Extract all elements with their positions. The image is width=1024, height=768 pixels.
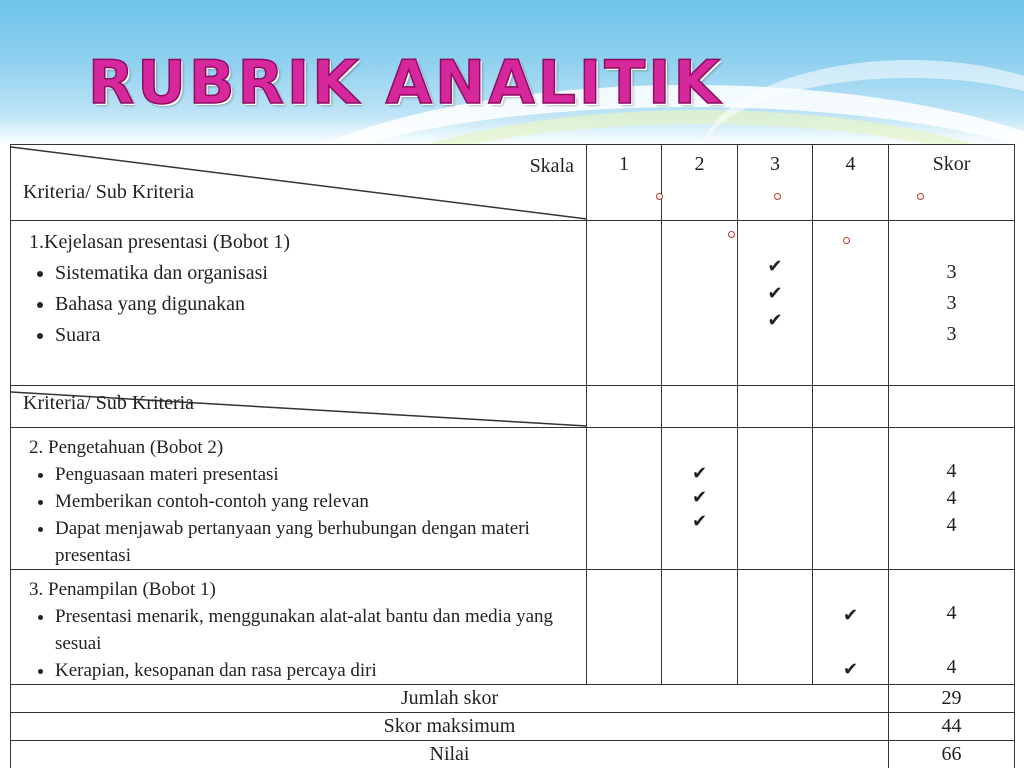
score-value: 4	[946, 656, 957, 678]
scale-header-1: 1	[587, 145, 662, 221]
sub-criteria-list	[29, 258, 576, 351]
score-value: 4	[946, 602, 957, 624]
scale-cell-1	[587, 221, 662, 386]
sub-criteria-item: • Bahasa yang digunakan	[55, 289, 576, 320]
sub-criteria-item: • Suara	[55, 320, 576, 351]
skala-label: Skala	[529, 155, 574, 177]
score-value: 4	[946, 514, 957, 536]
kriteria-label: Kriteria/ Sub Kriteria	[23, 392, 195, 414]
scale-header-2-label: 2	[694, 153, 705, 175]
score-cell-3	[889, 570, 1015, 685]
sub-criteria-list	[29, 603, 576, 684]
score-cell-1	[889, 221, 1015, 386]
criteria-title: 2. Pengetahuan (Bobot 2)	[29, 437, 224, 458]
sub-criteria-item: • Penguasaan materi presentasi	[55, 461, 576, 488]
marker-dot	[774, 193, 781, 200]
rubric-table	[10, 144, 1015, 768]
header-row	[11, 145, 1015, 221]
check-icon: ✔	[842, 605, 859, 625]
empty-cell	[889, 386, 1015, 428]
rubric-document	[8, 144, 1016, 768]
section-row-3	[11, 570, 1015, 685]
score-value: 4	[946, 487, 957, 509]
sub-criteria-item: • Kerapian, kesopanan dan rasa percaya diri	[55, 657, 576, 684]
scale-cell-4	[813, 570, 889, 685]
nilai-label: Nilai	[11, 741, 889, 768]
check-icon: ✔	[691, 511, 708, 531]
score-value: 4	[946, 460, 957, 482]
check-icon: ✔	[767, 256, 783, 276]
scale-cell-3	[738, 570, 813, 685]
scale-cell-1	[587, 570, 662, 685]
skor-maksimum-value: 44	[889, 713, 1015, 741]
marker-dot	[656, 193, 663, 200]
skor-maksimum-label: Skor maksimum	[11, 713, 889, 741]
empty-cell	[662, 386, 738, 428]
header-diagonal-cell	[11, 386, 587, 428]
check-icon: ✔	[842, 659, 859, 679]
skor-header	[889, 145, 1015, 221]
criteria-title: 3. Penampilan (Bobot 1)	[29, 579, 216, 600]
criteria-cell-1	[11, 221, 587, 386]
criteria-cell-2	[11, 428, 587, 570]
marker-dot	[843, 237, 850, 244]
kriteria-label: Kriteria/ Sub Kriteria	[23, 181, 195, 203]
criteria-title: 1.Kejelasan presentasi (Bobot 1)	[29, 231, 291, 253]
score-value: 3	[946, 261, 957, 283]
score-value: 3	[946, 323, 957, 345]
empty-cell	[587, 386, 662, 428]
scale-cell-2	[662, 428, 738, 570]
sub-criteria-item: • Presentasi menarik, menggunakan alat-alat bantu dan media yang sesuai	[55, 603, 576, 657]
check-icon: ✔	[691, 463, 708, 483]
scale-cell-4	[813, 428, 889, 570]
background-arc	[700, 60, 1024, 150]
sub-criteria-item: • Dapat menjawab pertanyaan yang berhubungan dengan materi presentasi	[55, 515, 576, 569]
empty-cell	[738, 386, 813, 428]
score-value: 3	[946, 292, 957, 314]
check-icon: ✔	[691, 487, 708, 507]
check-icon: ✔	[767, 283, 783, 303]
slide-title: RUBRIK ANALITIK	[88, 48, 723, 118]
skor-header-label: Skor	[932, 153, 971, 175]
scale-cell-2	[662, 570, 738, 685]
scale-cell-2	[662, 221, 738, 386]
jumlah-skor-label: Jumlah skor	[11, 685, 889, 713]
empty-cell	[813, 386, 889, 428]
scale-header-3	[738, 145, 813, 221]
jumlah-skor-value: 29	[889, 685, 1015, 713]
section-row-1	[11, 221, 1015, 386]
scale-header-2	[662, 145, 738, 221]
sub-criteria-item: • Memberikan contoh-contoh yang relevan	[55, 488, 576, 515]
nilai-value: 66	[889, 741, 1015, 768]
scale-header-4: 4	[813, 145, 889, 221]
scale-cell-1	[587, 428, 662, 570]
scale-header-3-label: 3	[770, 153, 780, 175]
marker-dot	[917, 193, 924, 200]
summary-row-maks	[11, 713, 1015, 741]
header-diagonal-cell	[11, 145, 587, 221]
score-cell-2	[889, 428, 1015, 570]
scale-cell-3	[738, 428, 813, 570]
marker-dot	[728, 231, 735, 238]
scale-cell-4	[813, 221, 889, 386]
sub-criteria-item: • Sistematika dan organisasi	[55, 258, 576, 289]
criteria-cell-3	[11, 570, 587, 685]
sub-criteria-list	[29, 461, 576, 569]
scale-cell-3	[738, 221, 813, 386]
header-row-2	[11, 386, 1015, 428]
check-icon: ✔	[767, 310, 783, 330]
summary-row-nilai	[11, 741, 1015, 768]
section-row-2	[11, 428, 1015, 570]
summary-row-jumlah	[11, 685, 1015, 713]
